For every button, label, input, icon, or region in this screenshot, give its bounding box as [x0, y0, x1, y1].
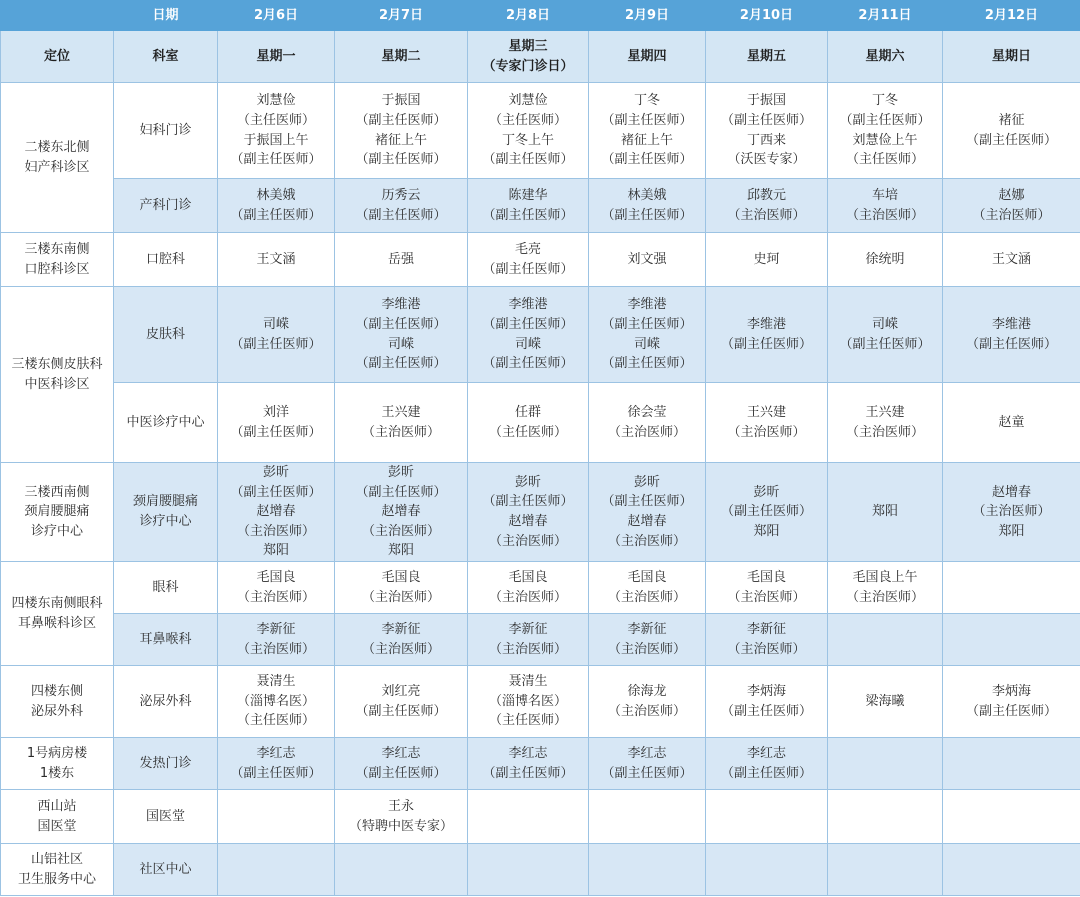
- doctor-cell: 毛亮 （副主任医师）: [468, 233, 589, 287]
- doctor-cell: 李红志 （副主任医师）: [468, 738, 589, 790]
- doctor-cell: [828, 844, 943, 896]
- dept-cell: 妇科门诊: [114, 83, 218, 179]
- doctor-cell: [218, 844, 335, 896]
- doctor-cell: 王文涵: [218, 233, 335, 287]
- doctor-cell: 林美娥 （副主任医师）: [218, 179, 335, 233]
- doctor-cell: 彭昕 （副主任医师） 郑阳: [706, 463, 828, 562]
- dept-cell: 口腔科: [114, 233, 218, 287]
- doctor-cell: 李红志 （副主任医师）: [335, 738, 468, 790]
- doctor-cell: 岳强: [335, 233, 468, 287]
- doctor-cell: 于振国 （副主任医师） 褚征上午 （副主任医师）: [335, 83, 468, 179]
- weekday-cell: 星期三 （专家门诊日）: [468, 31, 589, 83]
- doctor-cell: 毛国良 （主治医师）: [706, 562, 828, 614]
- doctor-cell: [828, 738, 943, 790]
- doctor-cell: 王文涵: [943, 233, 1080, 287]
- table-row: [1, 844, 1080, 896]
- doctor-cell: 彭昕 （副主任医师） 赵增春 （主治医师）: [589, 463, 706, 562]
- doctor-cell: [943, 614, 1080, 666]
- doctor-cell: 刘红亮 （副主任医师）: [335, 666, 468, 738]
- doctor-cell: 李维港 （副主任医师）: [706, 287, 828, 383]
- doctor-cell: [943, 562, 1080, 614]
- doctor-cell: 梁海曦: [828, 666, 943, 738]
- doctor-cell: [468, 844, 589, 896]
- doctor-cell: [218, 790, 335, 844]
- doctor-cell: 李红志 （副主任医师）: [218, 738, 335, 790]
- doctor-cell: 毛国良 （主治医师）: [468, 562, 589, 614]
- table-row: [1, 179, 1080, 233]
- doctor-cell: [589, 790, 706, 844]
- doctor-cell: 邱教元 （主治医师）: [706, 179, 828, 233]
- doctor-cell: 徐海龙 （主治医师）: [589, 666, 706, 738]
- doctor-cell: 刘文强: [589, 233, 706, 287]
- doctor-cell: 丁冬 （副主任医师） 褚征上午 （副主任医师）: [589, 83, 706, 179]
- doctor-cell: [706, 790, 828, 844]
- doctor-cell: 李新征 （主治医师）: [335, 614, 468, 666]
- doctor-cell: 彭昕 （副主任医师） 赵增春 （主治医师）: [468, 463, 589, 562]
- location-cell: 四楼东南侧眼科 耳鼻喉科诊区: [1, 562, 114, 666]
- table-row: [1, 287, 1080, 383]
- doctor-cell: [943, 790, 1080, 844]
- date-cell: 2月12日: [943, 1, 1080, 31]
- doctor-cell: 聂清生 （淄博名医） （主任医师）: [218, 666, 335, 738]
- doctor-cell: 刘慧俭 （主任医师） 丁冬上午 （副主任医师）: [468, 83, 589, 179]
- doctor-cell: 毛国良 （主治医师）: [218, 562, 335, 614]
- doctor-cell: 王兴建 （主治医师）: [335, 383, 468, 463]
- table-row: [1, 463, 1080, 562]
- doctor-cell: 李炳海 （副主任医师）: [943, 666, 1080, 738]
- location-cell: 1号病房楼 1楼东: [1, 738, 114, 790]
- dept-cell: 皮肤科: [114, 287, 218, 383]
- doctor-cell: 聂清生 （淄博名医） （主任医师）: [468, 666, 589, 738]
- doctor-cell: 毛国良 （主治医师）: [589, 562, 706, 614]
- doctor-cell: 赵娜 （主治医师）: [943, 179, 1080, 233]
- table-row: [1, 790, 1080, 844]
- date-cell: 2月7日: [335, 1, 468, 31]
- doctor-cell: 李新征 （主治医师）: [589, 614, 706, 666]
- doctor-cell: 彭昕 （副主任医师） 赵增春 （主治医师） 郑阳: [335, 463, 468, 562]
- table-row: [1, 83, 1080, 179]
- location-cell: 二楼东北侧 妇产科诊区: [1, 83, 114, 233]
- doctor-cell: 刘洋 （副主任医师）: [218, 383, 335, 463]
- dept-cell: 颈肩腰腿痛 诊疗中心: [114, 463, 218, 562]
- doctor-cell: 李新征 （主治医师）: [706, 614, 828, 666]
- doctor-cell: 司嵘 （副主任医师）: [828, 287, 943, 383]
- doctor-cell: 刘慧俭 （主任医师） 于振国上午 （副主任医师）: [218, 83, 335, 179]
- dept-cell: 产科门诊: [114, 179, 218, 233]
- date-cell: 2月9日: [589, 1, 706, 31]
- doctor-cell: [943, 738, 1080, 790]
- doctor-cell: 李维港 （副主任医师）: [943, 287, 1080, 383]
- corner-cell: [1, 1, 114, 31]
- table-row: [1, 562, 1080, 614]
- location-cell: 三楼东侧皮肤科 中医科诊区: [1, 287, 114, 463]
- doctor-cell: [335, 844, 468, 896]
- position-label: 定位: [1, 31, 114, 83]
- doctor-cell: 李维港 （副主任医师） 司嵘 （副主任医师）: [468, 287, 589, 383]
- doctor-cell: 王永 （特聘中医专家）: [335, 790, 468, 844]
- doctor-cell: 历秀云 （副主任医师）: [335, 179, 468, 233]
- location-cell: 三楼西南侧 颈肩腰腿痛 诊疗中心: [1, 463, 114, 562]
- dept-cell: 眼科: [114, 562, 218, 614]
- doctor-cell: 任群 （主任医师）: [468, 383, 589, 463]
- date-label: 日期: [114, 1, 218, 31]
- table-row: [1, 383, 1080, 463]
- weekday-cell: 星期四: [589, 31, 706, 83]
- doctor-cell: 李炳海 （副主任医师）: [706, 666, 828, 738]
- doctor-cell: 李红志 （副主任医师）: [589, 738, 706, 790]
- date-cell: 2月8日: [468, 1, 589, 31]
- doctor-cell: 李新征 （主治医师）: [218, 614, 335, 666]
- doctor-cell: 史珂: [706, 233, 828, 287]
- doctor-cell: 于振国 （副主任医师） 丁西来 （沃医专家）: [706, 83, 828, 179]
- table-row: [1, 233, 1080, 287]
- doctor-cell: 毛国良 （主治医师）: [335, 562, 468, 614]
- location-cell: 山铝社区 卫生服务中心: [1, 844, 114, 896]
- table-row: [1, 614, 1080, 666]
- location-cell: 四楼东侧 泌尿外科: [1, 666, 114, 738]
- doctor-cell: 李红志 （副主任医师）: [706, 738, 828, 790]
- doctor-cell: [468, 790, 589, 844]
- doctor-cell: [828, 790, 943, 844]
- dept-cell: 中医诊疗中心: [114, 383, 218, 463]
- doctor-cell: [943, 844, 1080, 896]
- doctor-cell: 赵增春 （主治医师） 郑阳: [943, 463, 1080, 562]
- doctor-cell: 王兴建 （主治医师）: [828, 383, 943, 463]
- dept-cell: 发热门诊: [114, 738, 218, 790]
- doctor-cell: [589, 844, 706, 896]
- date-header-row: [1, 1, 1080, 31]
- doctor-cell: 林美娥 （副主任医师）: [589, 179, 706, 233]
- doctor-cell: 郑阳: [828, 463, 943, 562]
- table-row: [1, 666, 1080, 738]
- location-cell: 西山站 国医堂: [1, 790, 114, 844]
- date-cell: 2月11日: [828, 1, 943, 31]
- date-cell: 2月6日: [218, 1, 335, 31]
- weekday-cell: 星期一: [218, 31, 335, 83]
- doctor-cell: 丁冬 （副主任医师） 刘慧俭上午 （主任医师）: [828, 83, 943, 179]
- doctor-cell: 王兴建 （主治医师）: [706, 383, 828, 463]
- doctor-cell: [706, 844, 828, 896]
- doctor-cell: 赵童: [943, 383, 1080, 463]
- doctor-cell: 徐会莹 （主治医师）: [589, 383, 706, 463]
- weekday-cell: 星期二: [335, 31, 468, 83]
- doctor-cell: 李新征 （主治医师）: [468, 614, 589, 666]
- location-cell: 三楼东南侧 口腔科诊区: [1, 233, 114, 287]
- weekday-cell: 星期日: [943, 31, 1080, 83]
- doctor-cell: 车培 （主治医师）: [828, 179, 943, 233]
- dept-cell: 国医堂: [114, 790, 218, 844]
- dept-cell: 泌尿外科: [114, 666, 218, 738]
- dept-label: 科室: [114, 31, 218, 83]
- weekday-header-row: [1, 31, 1080, 83]
- doctor-cell: 司嵘 （副主任医师）: [218, 287, 335, 383]
- doctor-cell: 毛国良上午 （主治医师）: [828, 562, 943, 614]
- doctor-cell: 徐统明: [828, 233, 943, 287]
- doctor-cell: 彭昕 （副主任医师） 赵增春 （主治医师） 郑阳: [218, 463, 335, 562]
- doctor-cell: [828, 614, 943, 666]
- doctor-cell: 陈建华 （副主任医师）: [468, 179, 589, 233]
- date-cell: 2月10日: [706, 1, 828, 31]
- dept-cell: 社区中心: [114, 844, 218, 896]
- dept-cell: 耳鼻喉科: [114, 614, 218, 666]
- doctor-cell: 李维港 （副主任医师） 司嵘 （副主任医师）: [335, 287, 468, 383]
- table-row: [1, 738, 1080, 790]
- doctor-cell: 李维港 （副主任医师） 司嵘 （副主任医师）: [589, 287, 706, 383]
- weekday-cell: 星期六: [828, 31, 943, 83]
- doctor-cell: 褚征 （副主任医师）: [943, 83, 1080, 179]
- weekday-cell: 星期五: [706, 31, 828, 83]
